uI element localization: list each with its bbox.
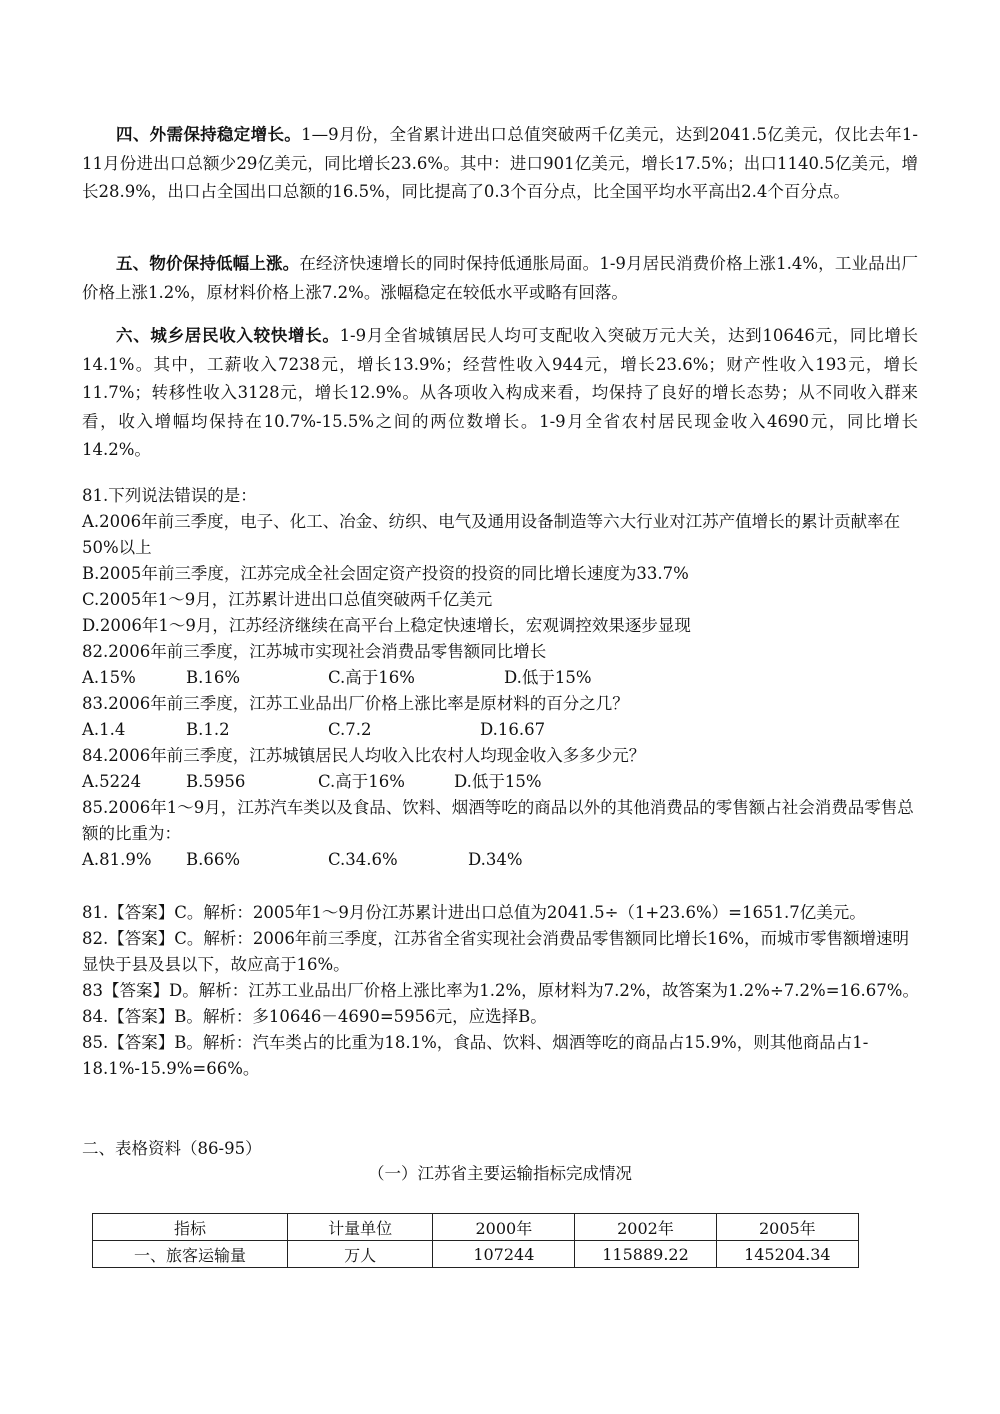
question-85-option-b: B.66%: [186, 850, 241, 869]
question-83-option-d: D.16.67: [480, 720, 546, 739]
section-6-paragraph: [82, 322, 918, 465]
question-81: 81.下列说法错误的是：: [82, 486, 257, 505]
section-4-title: 四、外需保持稳定增长。: [116, 125, 302, 144]
question-81-option-a: A.2006年前三季度，电子、化工、冶金、纺织、电气及通用设备制造等六大行业对江苏产值增长的累计贡献率在50%以上: [82, 512, 901, 557]
section-6-title: 六、城乡居民收入较快增长。: [116, 326, 340, 345]
section-5-title: 五、物价保持低幅上涨。: [116, 254, 300, 273]
question-83-option-a: A.1.4: [82, 720, 126, 739]
table-cell: 107244: [433, 1241, 575, 1268]
question-85: 85.2006年1～9月，江苏汽车类以及食品、饮料、烟酒等吃的商品以外的其他消费品的零售额占社会消费品零售总额的比重为：: [82, 798, 914, 843]
answer-83: 83【答案】D。解析：江苏工业品出厂价格上涨比率为1.2%，原材料为7.2%，故答案为1.2%÷7.2%=16.67%。: [82, 981, 919, 1000]
section-5-text: 在经济快速增长的同时保持低通胀局面。1-9月居民消费价格上涨1.4%，工业品出厂价格上涨1.2%，原材料价格上涨7.2%。涨幅稳定在较低水平或略有回落。: [82, 254, 918, 302]
section-4-text: 1—9月份，全省累计进出口总值突破两千亿美元，达到2041.5亿美元，仅比去年1-11月份进出口总额少29亿美元，同比增长23.6%。其中：进口901亿美元，增长17.5%；出口1140.5亿美元，增长28.9%，出口占全国出口总额的16.5%，同比提高了0.3个百分点，比全国平均水平高出2.4个百分点。: [82, 125, 919, 201]
question-82-option-b: B.16%: [186, 668, 241, 687]
question-85-option-a: A.81.9%: [82, 850, 152, 869]
question-84: 84.2006年前三季度，江苏城镇居民人均收入比农村人均现金收入多多少元？: [82, 746, 646, 765]
question-81-option-b: B.2005年前三季度，江苏完成全社会固定资产投资的投资的同比增长速度为33.7%: [82, 564, 689, 583]
question-85-option-c: C.34.6%: [328, 850, 398, 869]
answer-85: 85.【答案】B。解析：汽车类占的比重为18.1%，食品、饮料、烟酒等吃的商品占15.9%，则其他商品占1-18.1%-15.9%=66%。: [82, 1033, 869, 1078]
table-cell: 万人: [287, 1241, 432, 1268]
question-85-option-d: D.34%: [468, 850, 523, 869]
table-cell: 145204.34: [716, 1241, 858, 1268]
question-81-option-c: C.2005年1～9月，江苏累计进出口总值突破两千亿美元: [82, 590, 493, 609]
question-84-option-b: B.5956: [186, 772, 246, 791]
table-caption: （一）江苏省主要运输指标完成情况: [368, 1164, 632, 1183]
question-84-option-a: A.5224: [82, 772, 142, 791]
answer-84: 84.【答案】B。解析：多10646－4690=5956元，应选择B。: [82, 1007, 547, 1026]
question-81-option-d: D.2006年1～9月，江苏经济继续在高平台上稳定快速增长，宏观调控效果逐步显现: [82, 616, 691, 635]
section-6-text: 1-9月全省城镇居民人均可支配收入突破万元大关，达到10646元，同比增长14.1%。其中，工薪收入7238元，增长13.9%；经营性收入944元，增长23.6%；财产性收入193元，增长11.7%；转移性收入3128元，增长12.9%。从各项收入构成来看，均保持了良好的增长态势；从不同收入群来看，收入增幅均保持在10.7%-15.5%之间的两位数增长。1-9月全省农村居民现金收入4690元，同比增长14.2%。: [82, 326, 919, 459]
table-header-cell: 2002年: [575, 1214, 716, 1241]
table-cell: 115889.22: [575, 1241, 716, 1268]
table-header-cell: 计量单位: [287, 1214, 432, 1241]
table-cell: 一、旅客运输量: [93, 1241, 288, 1268]
answer-82: 82.【答案】C。解析：2006年前三季度，江苏省全省实现社会消费品零售额同比增长16%，而城市零售额增速明显快于县及县以下，故应高于16%。: [82, 929, 910, 974]
question-82: 82.2006年前三季度，江苏城市实现社会消费品零售额同比增长: [82, 642, 547, 661]
question-82-option-c: C.高于16%: [328, 668, 415, 687]
question-83-option-c: C.7.2: [328, 720, 372, 739]
question-83: 83.2006年前三季度，江苏工业品出厂价格上涨比率是原材料的百分之几？: [82, 694, 629, 713]
section-5-paragraph: [82, 250, 918, 307]
table-header-cell: 指标: [93, 1214, 288, 1241]
question-84-option-d: D.低于15%: [454, 772, 542, 791]
table-header-cell: 2000年: [433, 1214, 575, 1241]
table-header-cell: 2005年: [716, 1214, 858, 1241]
question-82-option-d: D.低于15%: [504, 668, 592, 687]
section-4-paragraph: [82, 121, 918, 207]
answer-81: 81.【答案】C。解析：2005年1～9月份江苏累计进出口总值为2041.5÷（1+23.6%）=1651.7亿美元。: [82, 903, 866, 922]
question-82-option-a: A.15%: [82, 668, 136, 687]
question-83-option-b: B.1.2: [186, 720, 230, 739]
table-row: [93, 1241, 859, 1268]
table-header-row: [93, 1214, 859, 1241]
table-section-heading: 二、表格资料（86-95）: [82, 1139, 262, 1158]
question-84-option-c: C.高于16%: [318, 772, 405, 791]
transport-indicators-table: [92, 1213, 859, 1268]
